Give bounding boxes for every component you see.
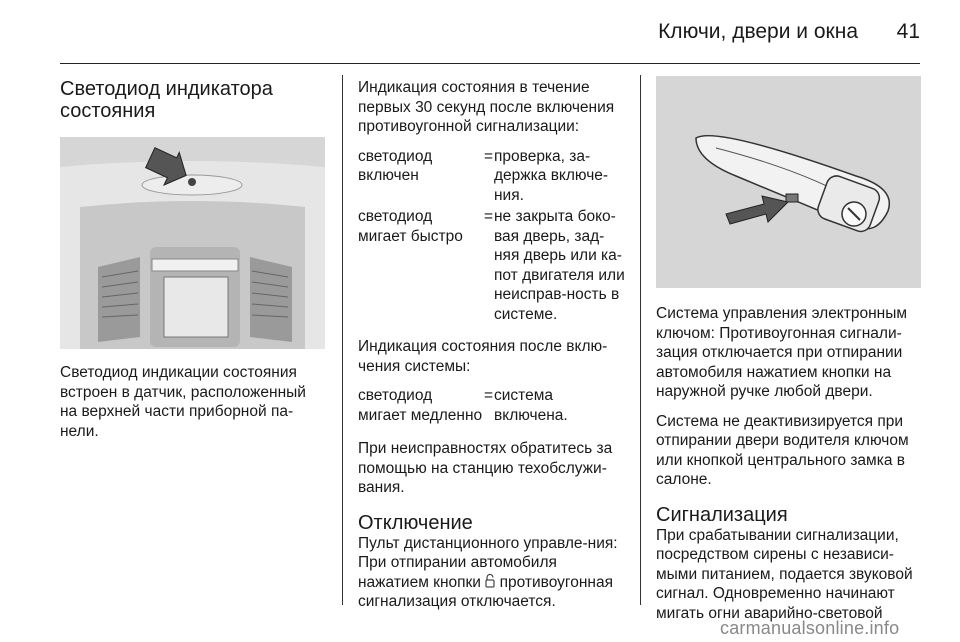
door-handle-drawing bbox=[656, 76, 921, 288]
status-intro: Индикация состояния в течение первых 30 секунд после включения противоугонной сигнализации: bbox=[358, 79, 615, 135]
column-left bbox=[60, 78, 325, 441]
dashboard-drawing bbox=[60, 137, 325, 349]
dashboard-illustration bbox=[60, 137, 325, 349]
page-header bbox=[60, 14, 920, 64]
watermark: carmanualsonline.info bbox=[720, 618, 900, 638]
deactivation-text: Пульт дистанционного управле-ния: При отпирании автомобиля нажатием кнопки противоугонная сигнализация отключается. bbox=[358, 534, 618, 610]
unlock-icon bbox=[485, 574, 495, 588]
page-number: 41 bbox=[896, 20, 920, 43]
electronic-key-text: Система управления электронным ключом: Противоугонная сигнали-зация отключается при отпирании автомобиля нажатием кнопки на наружной ручке любой двери. bbox=[656, 305, 908, 400]
status-intro-after: Индикация состояния после вклю-чения системы: bbox=[358, 338, 608, 375]
door-handle-illustration bbox=[656, 76, 921, 288]
def-row-led-fast: светодиод мигает быстро = не закрыта боко-вая дверь, зад-няя дверь или ка-пот двигателя или неисправ-ность в системе. bbox=[358, 208, 625, 323]
driver-door-text: Система не деактивизируется при отпирании двери водителя ключом или кнопкой центрального замка в салоне. bbox=[656, 412, 909, 488]
heading-alarm: Сигнализация bbox=[656, 503, 788, 526]
column-divider-1 bbox=[342, 75, 343, 605]
def-row-led-on: светодиод включен = проверка, за-держка включе-ния. bbox=[358, 147, 609, 204]
column-right bbox=[656, 78, 924, 623]
alarm-text: При срабатывании сигнализации, посредством сирены с независи-мыми питанием, подается звуковой сигнал. Одновременно начинают мигать огни аварийно-световой bbox=[656, 526, 913, 622]
malfunction-note: При неисправностях обратитесь за помощью на станцию техобслужи-вания. bbox=[358, 440, 613, 496]
section-title: Ключи, двери и окна bbox=[658, 20, 858, 43]
column-divider-2 bbox=[640, 75, 641, 605]
heading-led-indicator: Светодиод индикатора состояния bbox=[60, 78, 273, 122]
led-description: Светодиод индикации состояния встроен в датчик, расположенный на верхней части приборной па-нели. bbox=[60, 364, 306, 440]
column-middle bbox=[358, 78, 628, 612]
status-definitions-first bbox=[358, 147, 628, 325]
heading-deactivation: Отключение bbox=[358, 511, 473, 534]
status-definitions-second bbox=[358, 386, 628, 425]
def-row-led-slow: светодиод мигает медленно = система включена. bbox=[358, 387, 568, 424]
